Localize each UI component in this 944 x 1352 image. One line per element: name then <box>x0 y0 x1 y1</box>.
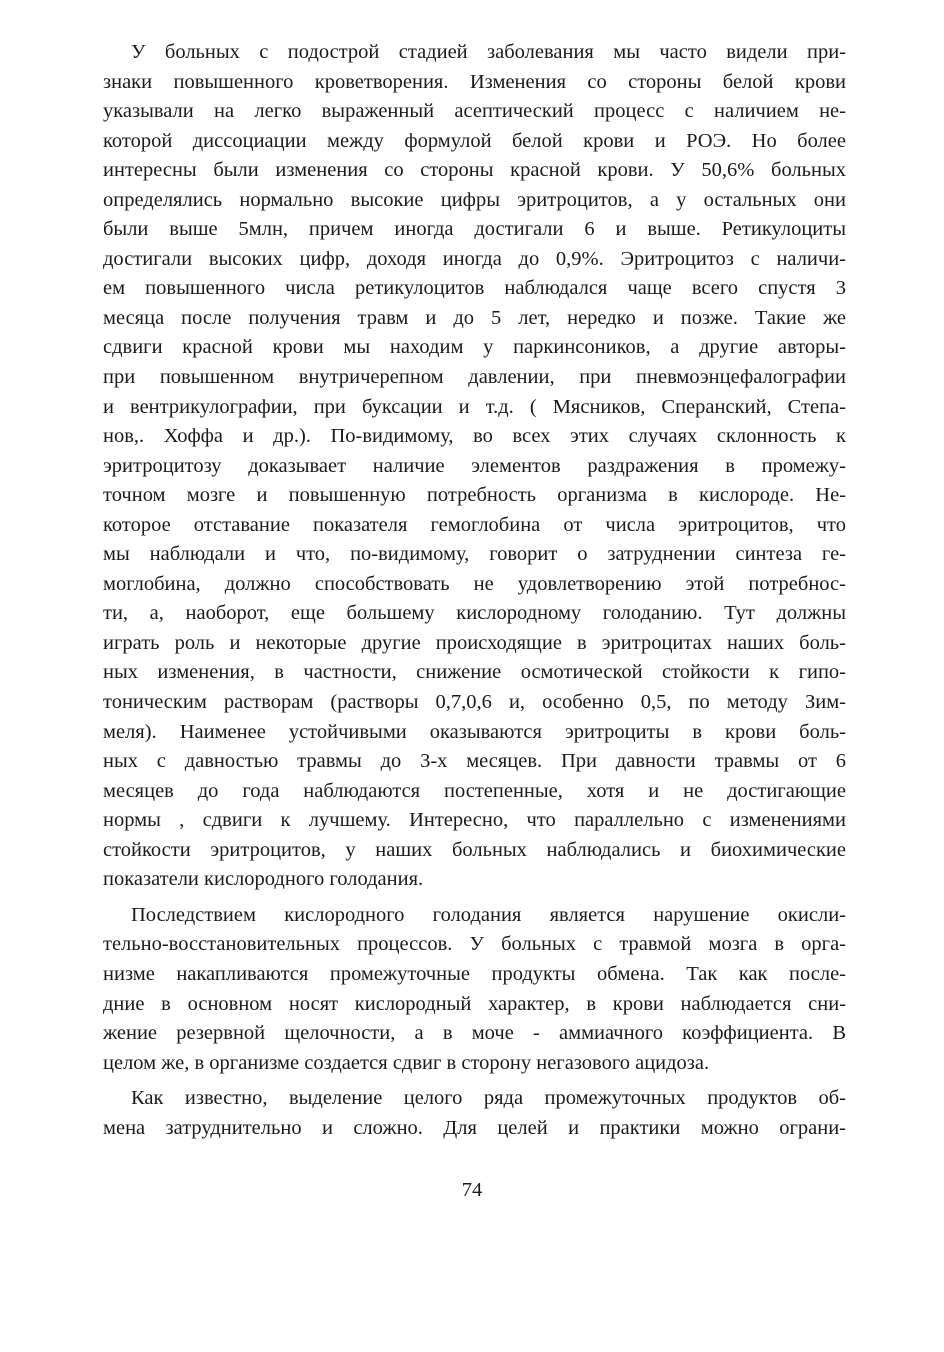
text-line: показатели кислородного голодания. <box>103 868 424 891</box>
paragraph <box>103 901 846 1078</box>
page-number: 74 <box>461 1179 483 1201</box>
text-line: У больных с подострой стадией заболевания мы часто видели при- <box>131 41 846 63</box>
text-line: ти, а, наоборот, еще большему кислородному голоданию. Тут должны <box>103 602 846 625</box>
text-line: нормы , сдвиги к лучшему. Интересно, что параллельно с изменениями <box>103 809 846 832</box>
text-line: месяца после получения травм и до 5 лет, нередко и позже. Такие же <box>103 306 846 329</box>
text-line: указывали на легко выраженный асептический процесс с наличием не- <box>103 100 846 123</box>
text-line: сдвиги красной крови мы находим у паркинсоников, а другие авторы- <box>103 336 846 359</box>
text-line: Последствием кислородного голодания является нарушение окисли- <box>131 903 846 926</box>
text-line: и вентрикулографии, при буксации и т.д. ( Мясников, Сперанский, Степа- <box>103 395 846 418</box>
text-line: мена затруднительно и сложно. Для целей и практики можно ограни- <box>103 1116 846 1139</box>
text-line: интересны были изменения со стороны красной крови. У 50,6% больных <box>103 159 846 182</box>
paragraph <box>103 1084 846 1143</box>
text-line: дние в основном носят кислородный характер, в крови наблюдается сни- <box>103 992 846 1015</box>
text-line: достигали высоких цифр, доходя иногда до 0,9%. Эритроцитоз с наличи- <box>103 247 846 270</box>
text-line: ем повышенного числа ретикулоцитов наблюдался чаще всего спустя 3 <box>103 277 846 300</box>
text-line: Как известно, выделение целого ряда промежуточных продуктов об- <box>131 1087 846 1110</box>
text-line: тельно-восстановительных процессов. У больных с травмой мозга в орга- <box>103 933 846 956</box>
text-line: мы наблюдали и что, по-видимому, говорит о затруднении синтеза ге- <box>103 543 846 566</box>
text-line: жение резервной щелочности, а в моче - аммиачного коэффициента. В <box>103 1022 846 1045</box>
text-line: нов,. Хоффа и др.). По-видимому, во всех этих случаях склонность к <box>103 425 846 448</box>
body-text <box>103 38 846 1143</box>
paragraph <box>103 38 846 895</box>
text-line: ных изменения, в частности, снижение осмотической стойкости к гипо- <box>103 661 846 684</box>
text-line: играть роль и некоторые другие происходящие в эритроцитах наших боль- <box>103 631 846 654</box>
text-line: точном мозге и повышенную потребность организма в кислороде. Не- <box>103 484 846 507</box>
text-line: эритроцитозу доказывает наличие элементов раздражения в промежу- <box>103 454 846 477</box>
text-line: которое отставание показателя гемоглобина от числа эритроцитов, что <box>103 513 846 536</box>
text-line: низме накапливаются промежуточные продукты обмена. Так как после- <box>103 962 846 985</box>
text-line: при повышенном внутричерепном давлении, при пневмоэнцефалографии <box>103 366 846 389</box>
text-line: моглобина, должно способствовать не удовлетворению этой потребнос- <box>103 572 846 595</box>
text-line: были выше 5млн, причем иногда достигали 6 и выше. Ретикулоциты <box>103 218 846 241</box>
text-line: тоническим растворам (растворы 0,7,0,6 и, особенно 0,5, по методу Зим- <box>103 691 846 714</box>
text-line: месяцев до года наблюдаются постепенные, хотя и не достигающие <box>103 779 846 802</box>
text-line: целом же, в организме создается сдвиг в сторону негазового ацидоза. <box>103 1051 710 1074</box>
text-line: определялись нормально высокие цифры эритроцитов, а у остальных они <box>103 188 846 211</box>
text-line: ных с давностью травмы до 3-х месяцев. При давности травмы от 6 <box>103 750 846 773</box>
text-line: которой диссоциации между формулой белой крови и РОЭ. Но более <box>103 129 846 152</box>
text-line: меля). Наименее устойчивыми оказываются эритроциты в крови боль- <box>103 720 846 743</box>
text-line: стойкости эритроцитов, у наших больных наблюдались и биохимические <box>103 838 846 861</box>
text-line: знаки повышенного кроветворения. Изменения со стороны белой крови <box>103 70 846 93</box>
